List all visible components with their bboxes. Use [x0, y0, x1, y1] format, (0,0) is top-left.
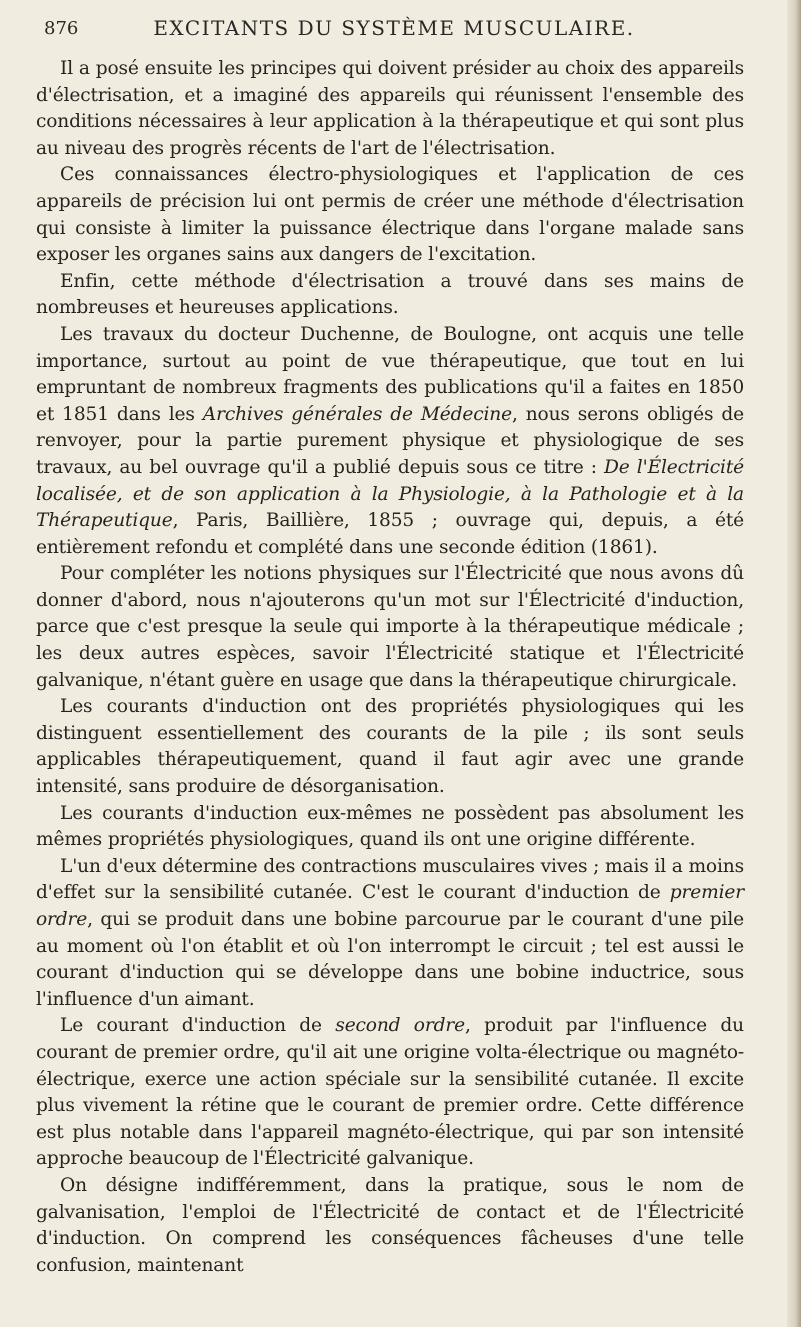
- text-run: On désigne indifféremment, dans la pratique, sous le nom de galvanisation, l'emploi de l'Électricité de contact et de l'Électricité d'induction. On comprend les conséquences fâcheuses d'une telle confusion, maintenant: [36, 1174, 744, 1276]
- page-edge: [787, 0, 801, 1327]
- paragraph: [36, 56, 744, 162]
- text-run: Les travaux du docteur Duchenne, de Boulogne, ont acquis une telle importance, surtout au point de vue thérapeutique, que tout en lui empruntant de nombreux fragments des publications qu'il a faites en 1850 et 1851 dans les: [36, 323, 744, 425]
- text-run: , nous serons obligés de renvoyer, pour la partie purement physique et physiologique de ses travaux, au bel ouvrage qu'il a publié depuis sous ce titre :: [36, 403, 744, 478]
- italic-text: De l'Électricité localisée, et de son application à la Physiologie, à la Pathologie et à la Thérapeutique: [36, 456, 744, 532]
- paragraph: [36, 1173, 744, 1279]
- text-run: Le courant d'induction de: [60, 1015, 336, 1037]
- paragraph: [36, 269, 744, 322]
- paragraph: [36, 854, 744, 1014]
- body-text: [36, 56, 744, 1279]
- page-number: 876: [44, 18, 79, 39]
- text-run: , Paris, Baillière, 1855 ; ouvrage qui, depuis, a été entièrement refondu et complété dans une seconde édition (1861).: [36, 510, 744, 558]
- text-run: , qui se produit dans une bobine parcourue par le courant d'une pile au moment où l'on établit et où l'on interrompt le circuit ; tel est aussi le courant d'induction qui se développe dans une bobine inductrice, sous l'influence d'un aimant.: [36, 909, 744, 1010]
- italic-text: premier ordre: [36, 882, 744, 930]
- text-run: Les courants d'induction eux-mêmes ne possèdent pas absolument les mêmes propriétés physiologiques, quand ils ont une origine différente.: [36, 802, 744, 851]
- italic-text: Archives générales de Médecine: [202, 403, 512, 425]
- paragraph: [36, 694, 744, 800]
- text-run: , produit par l'influence du courant de premier ordre, qu'il ait une origine volta-électrique ou magnéto-électrique, exerce une action spéciale sur la sensibilité cutanée. Il excite plus vivement la rétine que le courant de premier ordre. Cette différence est plus notable dans l'appareil magnéto-électrique, qui par son intensité approche beaucoup de l'Électricité galvanique.: [36, 1015, 744, 1170]
- text-run: Les courants d'induction ont des propriétés physiologiques qui les distinguent essentiellement des courants de la pile ; ils sont seuls applicables thérapeutiquement, quand il faut agir avec une grande intensité, sans produire de désorganisation.: [36, 696, 744, 798]
- paragraph: [36, 322, 744, 561]
- page-header: [44, 14, 744, 44]
- text-run: Ces connaissances électro-physiologiques et l'application de ces appareils de précision lui ont permis de créer une méthode d'électrisation qui consiste à limiter la puissance électrique dans l'organe malade sans exposer les organes sains aux dangers de l'excitation.: [36, 164, 744, 266]
- text-run: Il a posé ensuite les principes qui doivent présider au choix des appareils d'électrisation, et a imaginé des appareils qui réunissent l'ensemble des conditions nécessaires à leur application à la thérapeutique et qui sont plus au niveau des progrès récents de l'art de l'électrisation.: [36, 58, 744, 159]
- italic-text: second ordre: [335, 1015, 465, 1037]
- paragraph: [36, 1013, 744, 1173]
- paragraph: [36, 561, 744, 694]
- paragraph: [36, 162, 744, 268]
- text-run: Pour compléter les notions physiques sur l'Électricité que nous avons dû donner d'abord, nous n'ajouterons qu'un mot sur l'Électricité d'induction, parce que c'est presque la seule qui importe à la thérapeutique médicale ; les deux autres espèces, savoir l'Électricité statique et l'Électricité galvanique, n'étant guère en usage que dans la thérapeutique chirurgicale.: [36, 563, 744, 691]
- text-run: L'un d'eux détermine des contractions musculaires vives ; mais il a moins d'effet sur la sensibilité cutanée. C'est le courant d'induction de: [36, 855, 744, 904]
- text-run: Enfin, cette méthode d'électrisation a trouvé dans ses mains de nombreuses et heureuses applications.: [36, 270, 744, 319]
- running-title: EXCITANTS DU SYSTÈME MUSCULAIRE.: [153, 16, 635, 40]
- paragraph: [36, 801, 744, 854]
